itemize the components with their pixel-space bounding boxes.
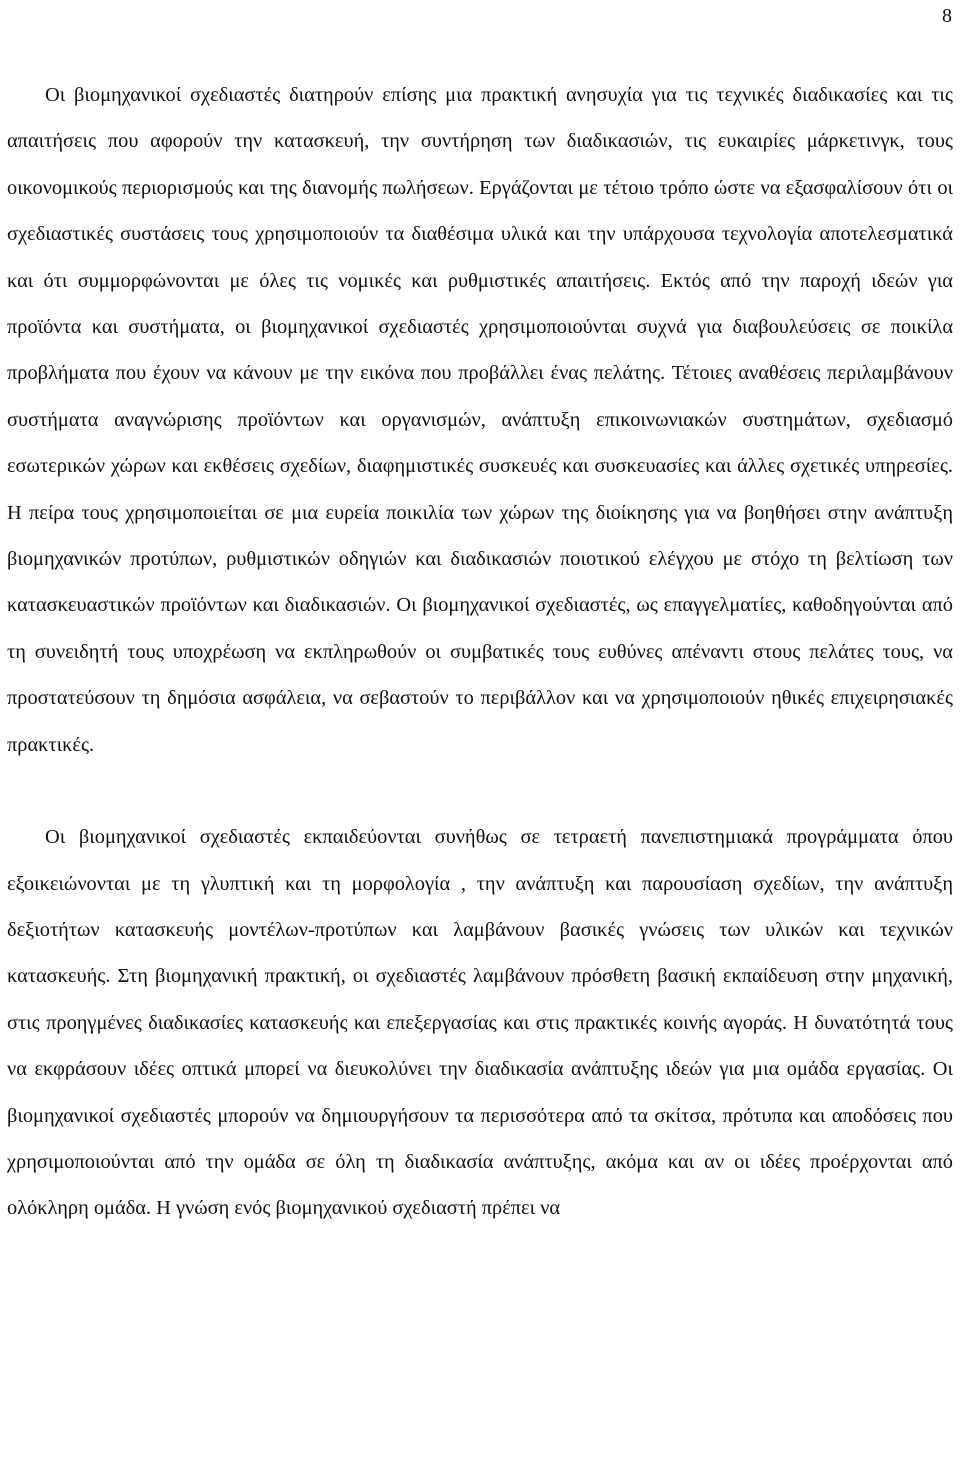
paragraph-1: Οι βιομηχανικοί σχεδιαστές διατηρούν επίσης μια πρακτική ανησυχία για τις τεχνικές διαδικασίες και τις απαιτήσεις που αφορούν την κατασκευή, την συντήρηση των διαδικασιών, τις ευκαιρίες μάρκετινγκ, τους οικονομικούς περιορισμούς και της διανομής πωλήσεων. Εργάζονται με τέτοιο τρόπο ώστε να εξασφαλίσουν ότι οι σχεδιαστικές συστάσεις τους χρησιμοποιούν τα διαθέσιμα υλικά και την υπάρχουσα τεχνολογία αποτελεσματικά και ότι συμμορφώνονται με όλες τις νομικές και ρυθμιστικές απαιτήσεις. Εκτός από την παροχή ιδεών για προϊόντα και συστήματα, οι βιομηχανικοί σχεδιαστές χρησιμοποιούνται συχνά για διαβουλεύσεις σε ποικίλα προβλήματα που έχουν να κάνουν με την εικόνα που προβάλλει ένας πελάτης. Τέτοιες αναθέσεις περιλαμβάνουν συστήματα αναγνώρισης προϊόντων και οργανισμών, ανάπτυξη επικοινωνιακών συστημάτων, σχεδιασμό εσωτερικών χώρων και εκθέσεις σχεδίων, διαφημιστικές συσκευές και συσκευασίες και άλλες σχετικές υπηρεσίες. Η πείρα τους χρησιμοποιείται σε μια ευρεία ποικιλία των χώρων της διοίκησης για να βοηθήσει στην ανάπτυξη βιομηχανικών προτύπων, ρυθμιστικών οδηγιών και διαδικασιών ποιοτικού ελέγχου με στόχο τη βελτίωση των κατασκευαστικών προϊόντων και διαδικασιών. Οι βιομηχανικοί σχεδιαστές, ως επαγγελματίες, καθοδηγούνται από τη συνειδητή τους υποχρέωση να εκπληρωθούν οι συμβατικές τους ευθύνες απέναντι στους πελάτες τους, να προστατεύσουν τη δημόσια ασφάλεια, να σεβαστούν το περιβάλλον και να χρησιμοποιούν ηθικές επιχειρησιακές πρακτικές. <box>7 84 953 756</box>
document-body <box>7 72 953 1232</box>
paragraph-2: Οι βιομηχανικοί σχεδιαστές εκπαιδεύονται συνήθως σε τετραετή πανεπιστημιακά προγράμματα όπου εξοικειώνονται με τη γλυπτική και τη μορφολογία , την ανάπτυξη και παρουσίαση σχεδίων, την ανάπτυξη δεξιοτήτων κατασκευής μοντέλων-προτύπων και λαμβάνουν βασικές γνώσεις των υλικών και τεχνικών κατασκευής. Στη βιομηχανική πρακτική, οι σχεδιαστές λαμβάνουν πρόσθετη βασική εκπαίδευση στην μηχανική, στις προηγμένες διαδικασίες κατασκευής και επεξεργασίας και στις πρακτικές κοινής αγοράς. Η δυνατότητά τους να εκφράσουν ιδέες οπτικά μπορεί να διευκολύνει την διαδικασία ανάπτυξης ιδεών για μια ομάδα εργασίας. Οι βιομηχανικοί σχεδιαστές μπορούν να δημιουργήσουν τα περισσότερα από τα σκίτσα, πρότυπα και αποδόσεις που χρησιμοποιούνται από την ομάδα σε όλη τη διαδικασία ανάπτυξης, ακόμα και αν οι ιδέες προέρχονται από ολόκληρη ομάδα. Η γνώση ενός βιομηχανικού σχεδιαστή πρέπει να <box>7 826 953 1220</box>
page-number: 8 <box>942 5 952 27</box>
